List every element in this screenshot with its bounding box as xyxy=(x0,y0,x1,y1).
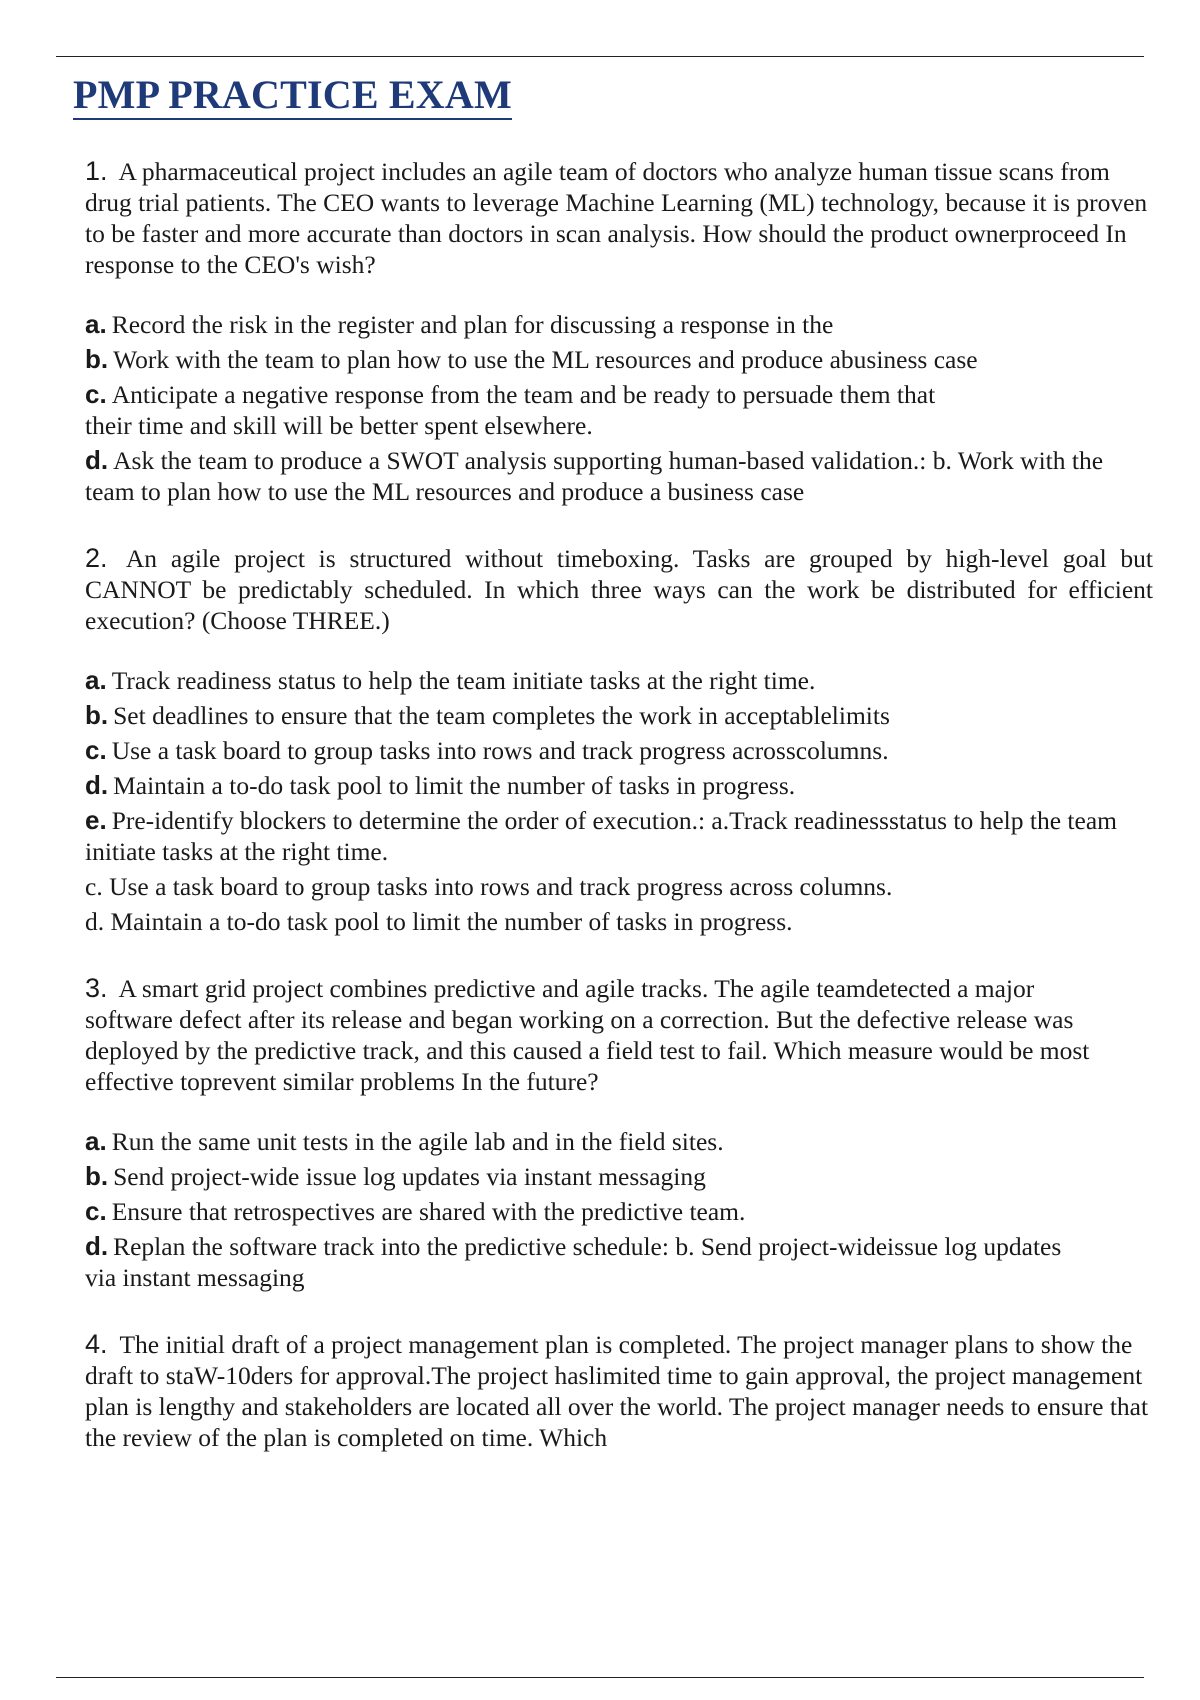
option-letter: d. xyxy=(85,1231,109,1261)
option-letter: d. xyxy=(85,445,109,475)
option-letter: d. xyxy=(85,770,109,800)
question-number: 3. xyxy=(85,973,108,1003)
option-letter: a. xyxy=(85,1126,107,1156)
option-text: Track readiness status to help the team initiate tasks at the right time. xyxy=(111,666,816,695)
top-rule xyxy=(56,56,1144,57)
option-c xyxy=(85,379,985,441)
question-number: 1. xyxy=(85,156,108,186)
option-text: Set deadlines to ensure that the team completes the work in acceptablelimits xyxy=(113,701,890,730)
option-e xyxy=(85,805,1125,867)
option-letter: b. xyxy=(85,700,109,730)
question-text: A pharmaceutical project includes an agile team of doctors who analyze human tissue scans from drug trial patients. The CEO wants to leverage Machine Learning (ML) technology, because it is proven to be faster and more accurate than doctors in scan analysis. How should the product ownerproceed In response to the CEO's wish? xyxy=(85,157,1148,279)
option-c xyxy=(85,1196,1153,1227)
option-text: Pre-identify blockers to determine the order of execution.: a.Track readinessstatus to help the team initiate tasks at the right time. xyxy=(85,806,1117,866)
question-3 xyxy=(85,973,1153,1293)
option-text: Work with the team to plan how to use the ML resources and produce abusiness case xyxy=(113,345,978,374)
option-letter: c. xyxy=(85,1196,107,1226)
option-text: Send project-wide issue log updates via instant messaging xyxy=(113,1162,706,1191)
option-letter: b. xyxy=(85,1161,109,1191)
page-title: PMP PRACTICE EXAM xyxy=(73,72,512,120)
option-a xyxy=(85,309,1153,340)
exam-content xyxy=(85,156,1153,1453)
option-text: Maintain a to-do task pool to limit the number of tasks in progress. xyxy=(113,771,796,800)
question-text: An agile project is structured without timeboxing. Tasks are grouped by high-level goal but CANNOT be predictably scheduled. In which three ways can the work be distributed for efficient execution? (Choose THREE.) xyxy=(85,544,1154,635)
question-text: The initial draft of a project management plan is completed. The project manager plans to show the draft to staW-10ders for approval.The project haslimited time to gain approval, the project management plan is lengthy and stakeholders are located all over the world. The project manager needs to ensure that the review of the plan is completed on time. Which xyxy=(85,1330,1149,1452)
option-text: Run the same unit tests in the agile lab and in the field sites. xyxy=(111,1127,724,1156)
option-b xyxy=(85,344,1153,375)
option-text: Ensure that retrospectives are shared with the predictive team. xyxy=(111,1197,746,1226)
question-4 xyxy=(85,1329,1153,1453)
option-letter: c. xyxy=(85,735,107,765)
option-a xyxy=(85,1126,1153,1157)
option-c xyxy=(85,735,1153,766)
bottom-rule xyxy=(56,1677,1144,1678)
option-letter: e. xyxy=(85,805,107,835)
option-text: Use a task board to group tasks into rows and track progress acrosscolumns. xyxy=(111,736,889,765)
question-number: 2. xyxy=(85,543,108,573)
question-number: 4. xyxy=(85,1329,108,1359)
option-d xyxy=(85,1231,1095,1293)
option-text: Anticipate a negative response from the team and be ready to persuade them that their time and skill will be better spent elsewhere. xyxy=(85,380,936,440)
option-letter: a. xyxy=(85,309,107,339)
option-b xyxy=(85,1161,1153,1192)
option-letter: c. xyxy=(85,379,107,409)
question-1 xyxy=(85,156,1153,507)
option-letter: a. xyxy=(85,665,107,695)
option-text: Record the risk in the register and plan for discussing a response in the xyxy=(111,310,834,339)
option-letter: b. xyxy=(85,344,109,374)
option-text: Ask the team to produce a SWOT analysis supporting human-based validation.: b. Work with the team to plan how to use the ML resources and produce a business case xyxy=(85,446,1104,506)
answer-line: d. Maintain a to-do task pool to limit the number of tasks in progress. xyxy=(85,907,793,936)
answer-line: c. Use a task board to group tasks into rows and track progress across columns. xyxy=(85,872,893,901)
option-d xyxy=(85,445,1125,507)
option-b xyxy=(85,700,1153,731)
question-text: A smart grid project combines predictive and agile tracks. The agile teamdetected a major software defect after its release and began working on a correction. But the defective release was deployed by the predictive track, and this caused a field test to fail. Which measure would be most effective toprevent similar problems In the future? xyxy=(85,974,1090,1096)
option-a xyxy=(85,665,1153,696)
option-d xyxy=(85,770,1153,801)
question-2 xyxy=(85,543,1153,937)
option-text: Replan the software track into the predictive schedule: b. Send project-wideissue log updates via instant messaging xyxy=(85,1232,1062,1292)
